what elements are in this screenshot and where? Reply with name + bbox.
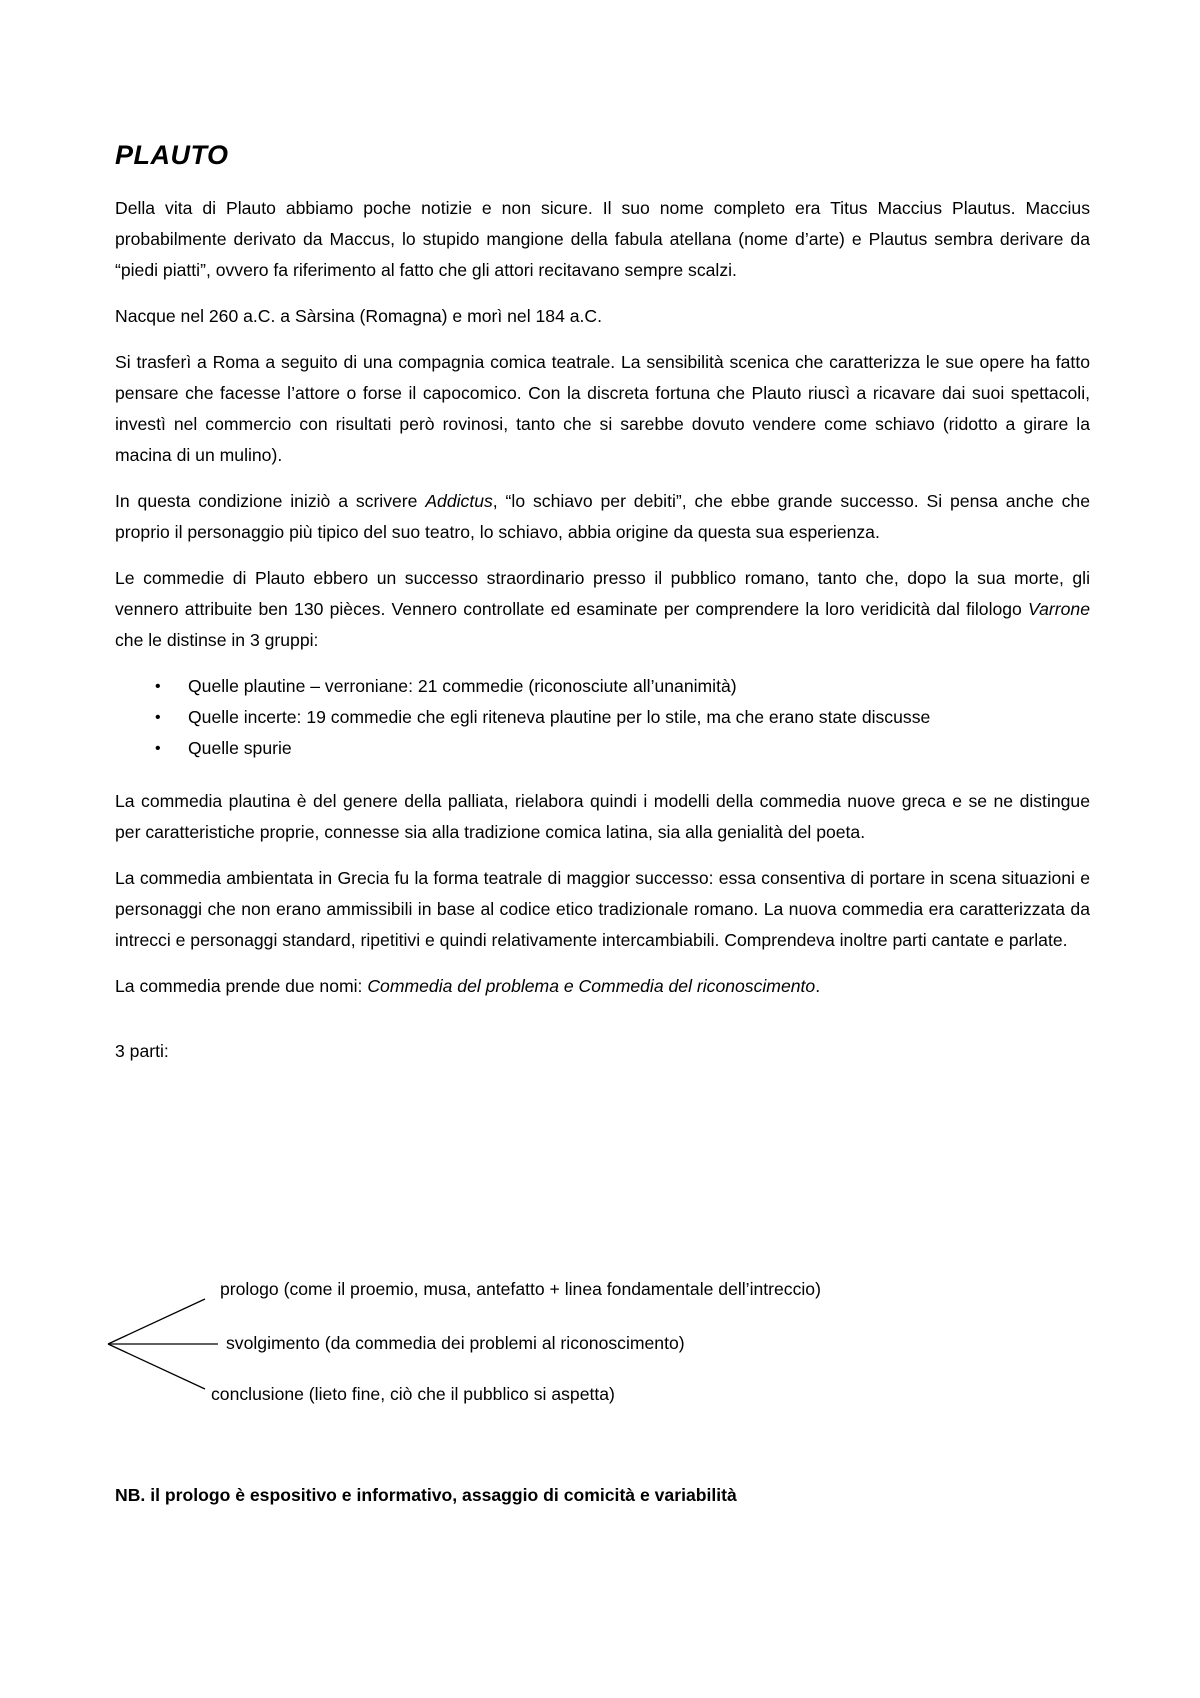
parts-label: 3 parti:: [115, 1041, 169, 1061]
italic-names: Commedia del problema e Commedia del riconoscimento: [367, 976, 816, 996]
list-item: [115, 702, 1090, 733]
list-item-text: Quelle spurie: [188, 738, 292, 758]
list-item-text: Quelle incerte: 19 commedie che egli riteneva plautine per lo stile, ma che erano state discusse: [188, 707, 931, 727]
paragraph-addictus: [115, 486, 1090, 548]
paragraph-birth-death: Nacque nel 260 a.C. a Sàrsina (Romagna) e morì nel 184 a.C.: [115, 306, 603, 326]
note-nb: NB. il prologo è espositivo e informativo, assaggio di comicità e variabilità: [115, 1485, 737, 1505]
paragraph-greece: La commedia ambientata in Grecia fu la forma teatrale di maggior successo: essa consentiva di portare in scena situazioni e personaggi che non erano ammissibili in base al codice etico tradizionale romano. La nuova commedia era caratterizzata da intrecci e personaggi standard, ripetitivi e quindi relativamente intercambiabili. Comprendeva inoltre parti cantate e parlate.: [115, 868, 1090, 950]
paragraph-comedies-success: [115, 563, 1090, 656]
parts-diagram: [0, 1275, 1200, 1425]
bullet-icon: •: [155, 709, 161, 726]
document-body: [115, 140, 1090, 1067]
paragraph-palliata: La commedia plautina è del genere della palliata, rielabora quindi i modelli della commedia nuove greca e se ne distingue per caratteristiche proprie, connesse sia alla tradizione comica latina, sia alla genialità del poeta.: [115, 791, 1090, 842]
text-span: In questa condizione iniziò a scrivere: [115, 491, 426, 511]
paragraph-rome: Si trasferì a Roma a seguito di una compagnia comica teatrale. La sensibilità scenica che caratterizza le sue opere ha fatto pensare che facesse l’attore o forse il capocomico. Con la discreta fortuna che Plauto riuscì a ricavare dai suoi spettacoli, investì nel commercio con risultati però rovinosi, tanto che si sarebbe dovuto vendere come schiavo (ridotto a girare la macina di un mulino).: [115, 352, 1090, 465]
bullet-icon: •: [155, 740, 161, 757]
part-prologo: prologo (come il proemio, musa, antefatto + linea fondamentale dell’intreccio): [220, 1279, 821, 1299]
list-item: [115, 671, 1090, 702]
text-span: che le distinse in 3 gruppi:: [115, 630, 319, 650]
paragraph-biography: Della vita di Plauto abbiamo poche notizie e non sicure. Il suo nome completo era Titus Maccius Plautus. Maccius probabilmente derivato da Maccus, lo stupido mangione della fabula atellana (nome d’arte) e Plautus sembra derivare da “piedi piatti”, ovvero fa riferimento al fatto che gli attori recitavano sempre scalzi.: [115, 198, 1090, 280]
part-svolgimento: svolgimento (da commedia dei problemi al riconoscimento): [226, 1333, 685, 1353]
text-span: .: [815, 976, 821, 996]
branch-line-top: [108, 1299, 205, 1344]
groups-list: [115, 671, 1090, 764]
text-span: Le commedie di Plauto ebbero un successo straordinario presso il pubblico romano, tanto che, dopo la sua morte, gli vennero attribuite ben 130 pièces. Vennero controllate ed esaminate per comprendere la loro veridicità dal filologo: [115, 568, 1090, 619]
list-item-text: Quelle plautine – verroniane: 21 commedie (riconosciute all’unanimità): [188, 676, 737, 696]
text-span: La commedia prende due nomi:: [115, 976, 368, 996]
italic-title-addictus: Addictus: [425, 491, 493, 511]
italic-name-varrone: Varrone: [1028, 599, 1090, 619]
part-conclusione: conclusione (lieto fine, ciò che il pubblico si aspetta): [211, 1384, 615, 1404]
paragraph-two-names: [115, 971, 1090, 1002]
branch-line-bottom: [108, 1344, 205, 1389]
document-title: PLAUTO: [115, 140, 229, 170]
list-item: [115, 733, 1090, 764]
text-span: , “lo schiavo per debiti”, che ebbe grande successo. Si pensa anche che proprio il personaggio più tipico del suo teatro, lo schiavo, abbia origine da questa sua esperienza.: [115, 491, 1090, 542]
bullet-icon: •: [155, 678, 161, 695]
